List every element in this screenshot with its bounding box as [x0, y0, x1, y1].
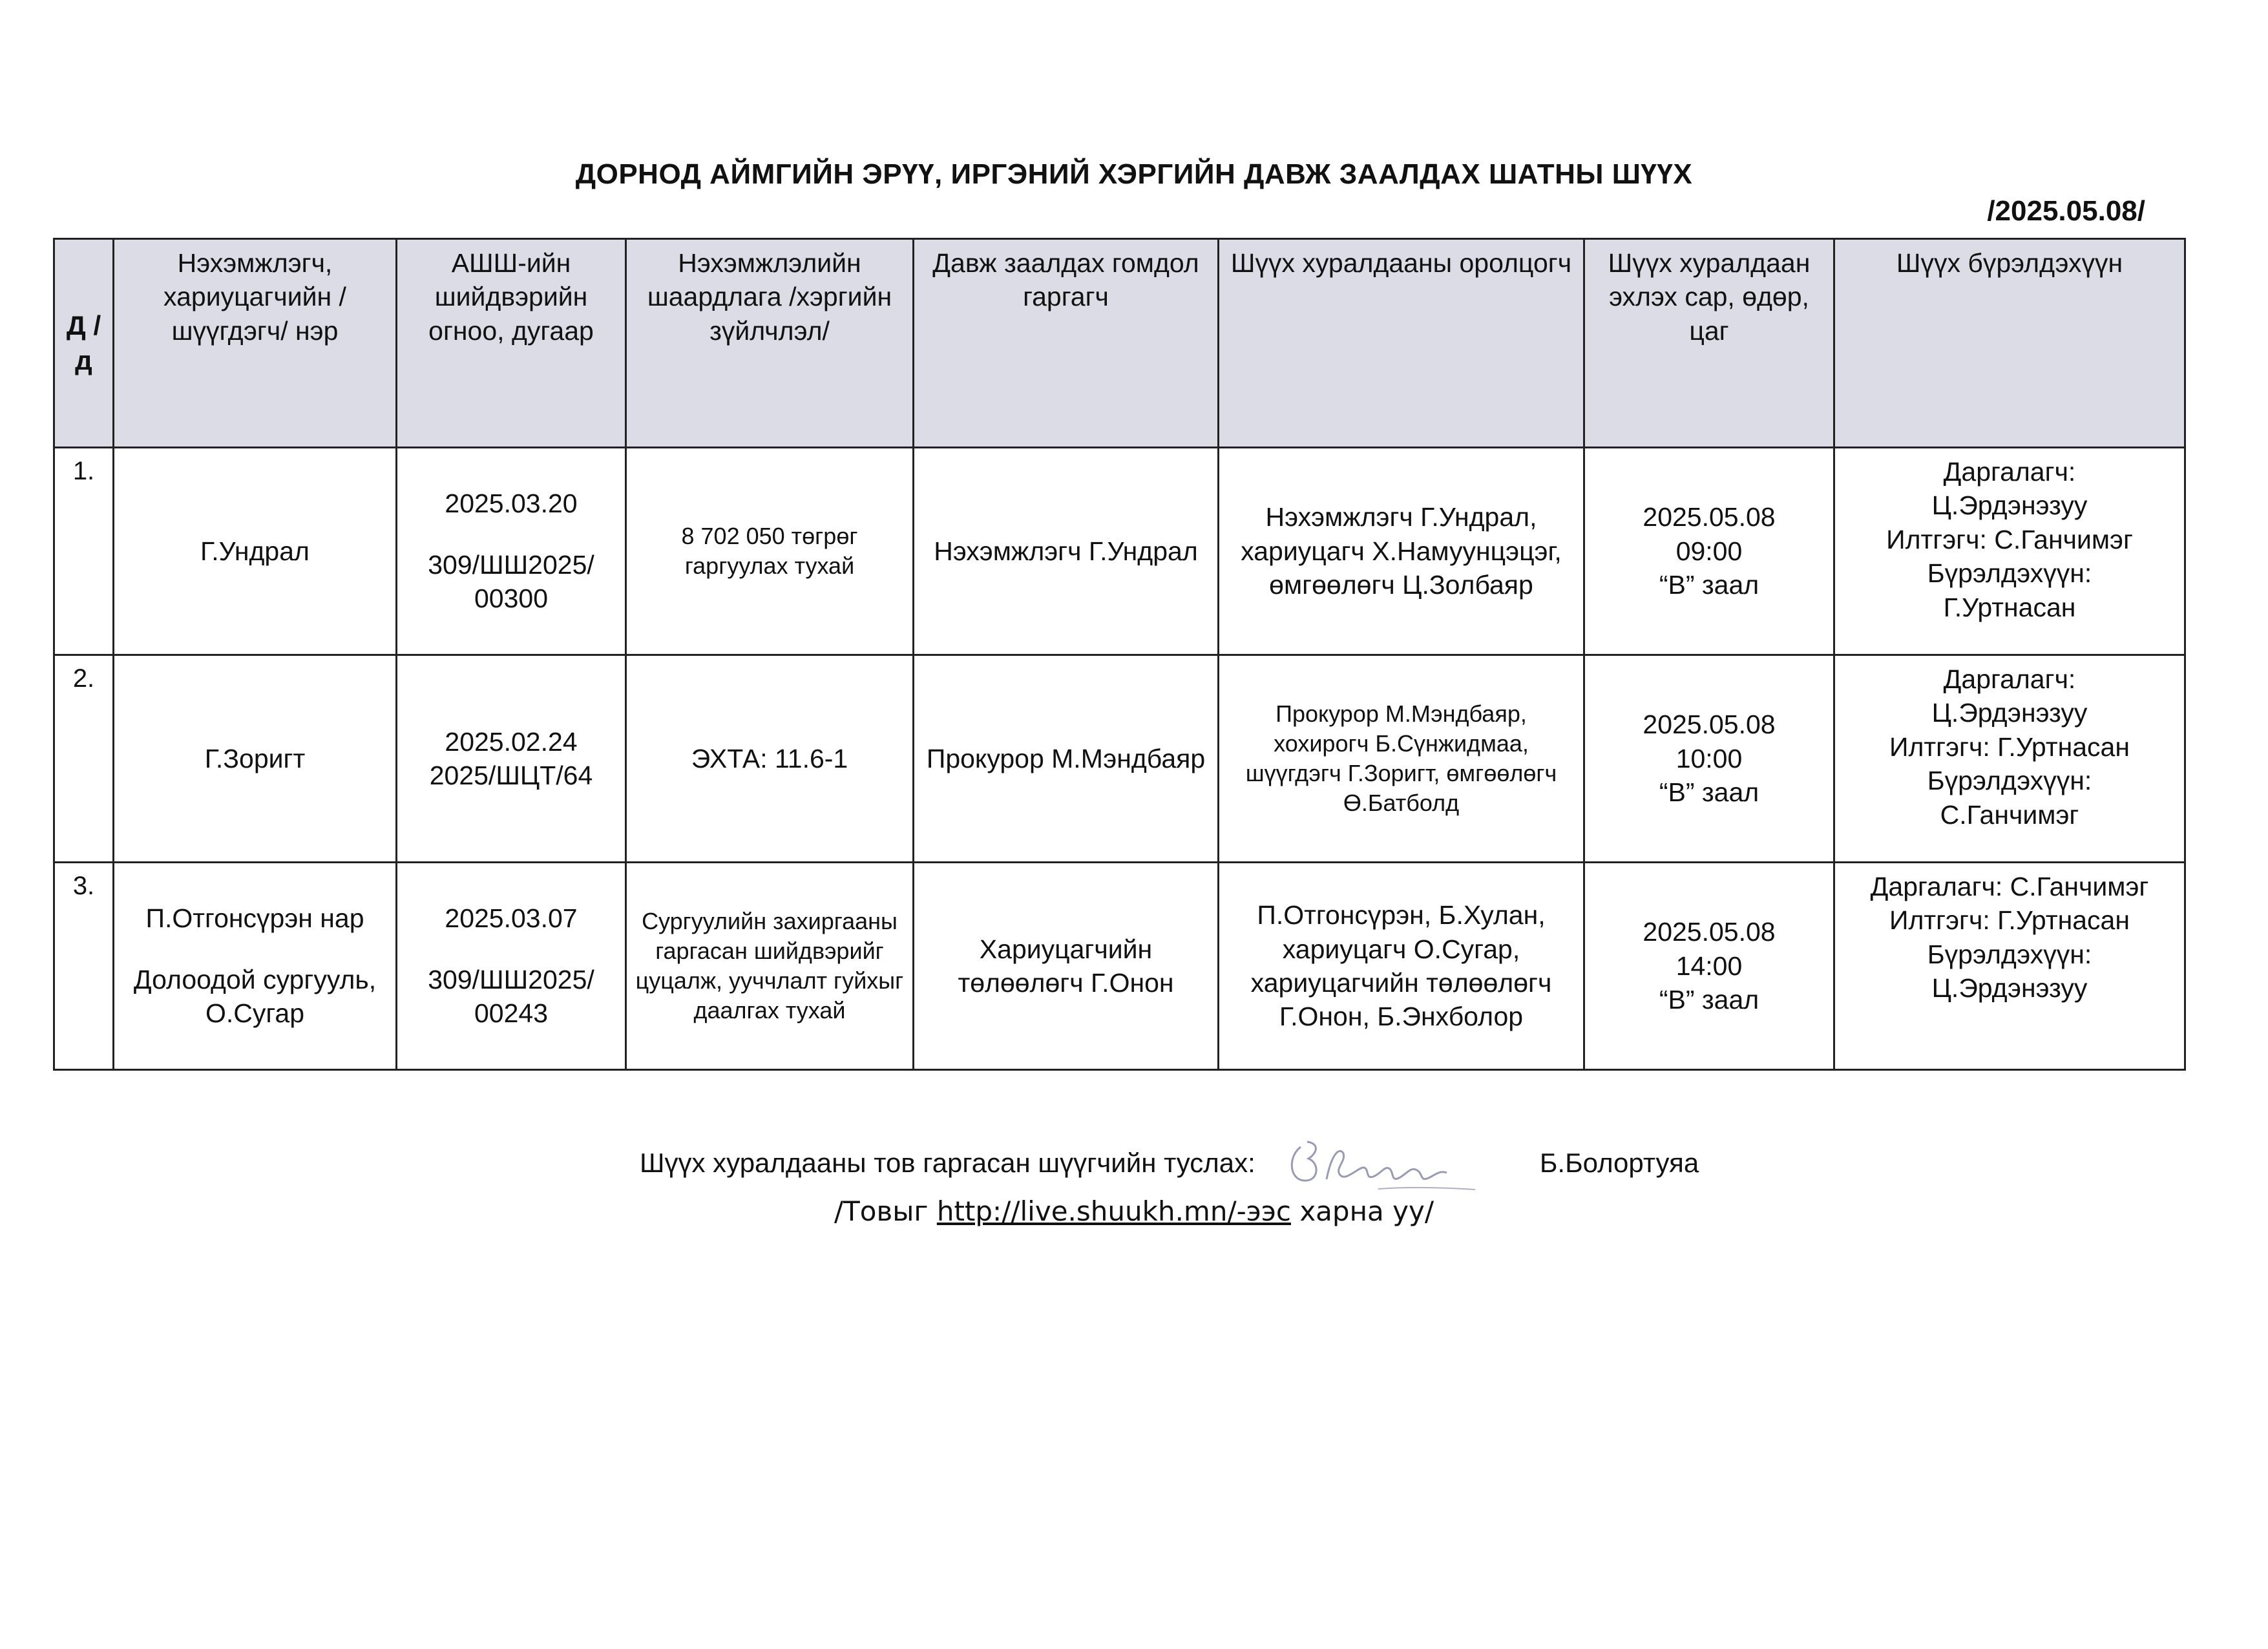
claim-cell: Сургуулийн захиргааны гаргасан шийдвэрийг цуцалж, ууччлалт гуйхыг даалгах тухай	[626, 863, 914, 1070]
party-name: Г.Зоригт	[204, 743, 306, 773]
decision-date: 2025.02.24	[445, 726, 578, 757]
document-title: ДОРНОД АЙМГИЙН ЭРҮҮ, ИРГЭНИЙ ХЭРГИЙН ДАВЖ ЗААЛДАХ ШАТНЫ ШҮҮХ	[575, 158, 1693, 190]
court-line: Даргалагч:	[1943, 664, 2076, 694]
decision-cell	[397, 448, 626, 655]
hearing-date: 2025.05.08	[1643, 709, 1776, 740]
hearing-time: 14:00	[1675, 951, 1743, 981]
row-number: 1.	[54, 448, 114, 655]
decision-date: 2025.03.07	[445, 903, 578, 934]
schedule-link[interactable]: http://live.shuukh.mn/-ээс	[936, 1195, 1291, 1227]
link-suffix: харна уу/	[1299, 1195, 1434, 1227]
hearing-schedule-table	[53, 238, 2186, 1071]
court-line: С.Ганчимэг	[1940, 799, 2079, 830]
hearing-time: 09:00	[1675, 536, 1743, 566]
court-line: Илтгэгч: С.Ганчимэг	[1886, 524, 2133, 554]
hearing-date: 2025.05.08	[1643, 502, 1776, 532]
hearing-room: “В” заал	[1659, 570, 1759, 600]
hearing-date: 2025.05.08	[1643, 917, 1776, 947]
party-name: Г.Ундрал	[200, 536, 310, 566]
participants-cell: Прокурор М.Мэндбаяр, хохирогч Б.Сүнжидмаа, шүүгдэгч Г.Зоригт, өмгөөлөгч Ө.Батболд	[1219, 655, 1584, 863]
appellant-cell: Хариуцагчийн төлөөлөгч Г.Онон	[914, 863, 1219, 1070]
appellant-cell: Нэхэмжлэгч Г.Ундрал	[914, 448, 1219, 655]
decision-number: 309/ШШ2025/ 00243	[428, 964, 594, 1029]
column-header-number: Д /д	[54, 239, 114, 448]
party-cell	[114, 863, 397, 1070]
party-cell	[114, 448, 397, 655]
assistant-name: Б.Болортуяа	[1539, 1148, 1699, 1178]
table-row	[54, 448, 2185, 655]
court-cell	[1834, 448, 2185, 655]
column-header-participants: Шүүх хуралдааны оролцогч	[1219, 239, 1584, 448]
court-line: Бүрэлдэхүүн:	[1927, 939, 2092, 969]
column-header-claim: Нэхэмжлэлийн шаардлага /хэргийн зүйлчлэл/	[626, 239, 914, 448]
hearing-room: “В” заал	[1659, 985, 1759, 1015]
column-header-hearing-time: Шүүх хуралдаан эхлэх сар, өдөр, цаг	[1584, 239, 1834, 448]
court-line: Бүрэлдэхүүн:	[1927, 766, 2092, 796]
court-line: Бүрэлдэхүүн:	[1927, 558, 2092, 589]
column-header-party: Нэхэмжлэгч, хариуцагчийн /шүүгдэгч/ нэр	[114, 239, 397, 448]
table-header-row	[54, 239, 2185, 448]
assistant-label: Шүүх хуралдааны тов гаргасан шүүгчийн туслах:	[640, 1148, 1255, 1178]
court-line: Даргалагч: С.Ганчимэг	[1870, 872, 2149, 901]
party-name: П.Отгонсүрэн нар	[145, 903, 364, 934]
decision-cell	[397, 655, 626, 863]
handwritten-signature	[1281, 1128, 1501, 1199]
column-header-court: Шүүх бүрэлдэхүүн	[1834, 239, 2185, 448]
court-cell	[1834, 863, 2185, 1070]
hearing-time: 10:00	[1675, 743, 1743, 773]
court-cell	[1834, 655, 2185, 863]
row-number: 2.	[54, 655, 114, 863]
document-date: /2025.05.08/	[1987, 195, 2145, 227]
decision-number: 309/ШШ2025/ 00300	[428, 549, 594, 614]
column-header-appellant: Давж заалдах гомдол гаргагч	[914, 239, 1219, 448]
court-line: Ц.Эрдэнэзуу	[1931, 698, 2088, 728]
court-line: Ц.Эрдэнэзуу	[1931, 490, 2088, 521]
party-name: Долоодой сургууль, О.Сугар	[133, 964, 377, 1029]
participants-cell: П.Отгонсүрэн, Б.Хулан, хариуцагч О.Сугар, хариуцагчийн төлөөлөгч Г.Онон, Б.Энхболор	[1219, 863, 1584, 1070]
schedule-link-note	[0, 1195, 2268, 1227]
hearing-room: “В” заал	[1659, 777, 1759, 808]
participants-cell: Нэхэмжлэгч Г.Ундрал, хариуцагч Х.Намуунцэцэг, өмгөөлөгч Ц.Золбаяр	[1219, 448, 1584, 655]
claim-cell: 8 702 050 төгрөг гаргуулах тухай	[626, 448, 914, 655]
table-row	[54, 863, 2185, 1070]
court-line: Илтгэгч: Г.Уртнасан	[1889, 905, 2130, 936]
link-prefix: /Товыг	[834, 1195, 929, 1227]
court-line: Ц.Эрдэнэзуу	[1931, 973, 2088, 1003]
decision-number: 2025/ШЦТ/64	[429, 761, 593, 790]
appellant-cell: Прокурор М.Мэндбаяр	[914, 655, 1219, 863]
court-line: Даргалагч:	[1943, 457, 2076, 487]
hearing-time-cell	[1584, 655, 1834, 863]
decision-cell	[397, 863, 626, 1070]
row-number: 3.	[54, 863, 114, 1070]
hearing-time-cell	[1584, 863, 1834, 1070]
court-line: Г.Уртнасан	[1943, 592, 2076, 622]
claim-cell: ЭХТА: 11.6-1	[626, 655, 914, 863]
decision-date: 2025.03.20	[445, 488, 578, 519]
court-line: Илтгэгч: Г.Уртнасан	[1889, 731, 2130, 762]
assistant-signoff	[640, 1128, 1699, 1199]
hearing-time-cell	[1584, 448, 1834, 655]
column-header-decision: АШШ-ийн шийдвэрийн огноо, дугаар	[397, 239, 626, 448]
party-cell	[114, 655, 397, 863]
table-row	[54, 655, 2185, 863]
